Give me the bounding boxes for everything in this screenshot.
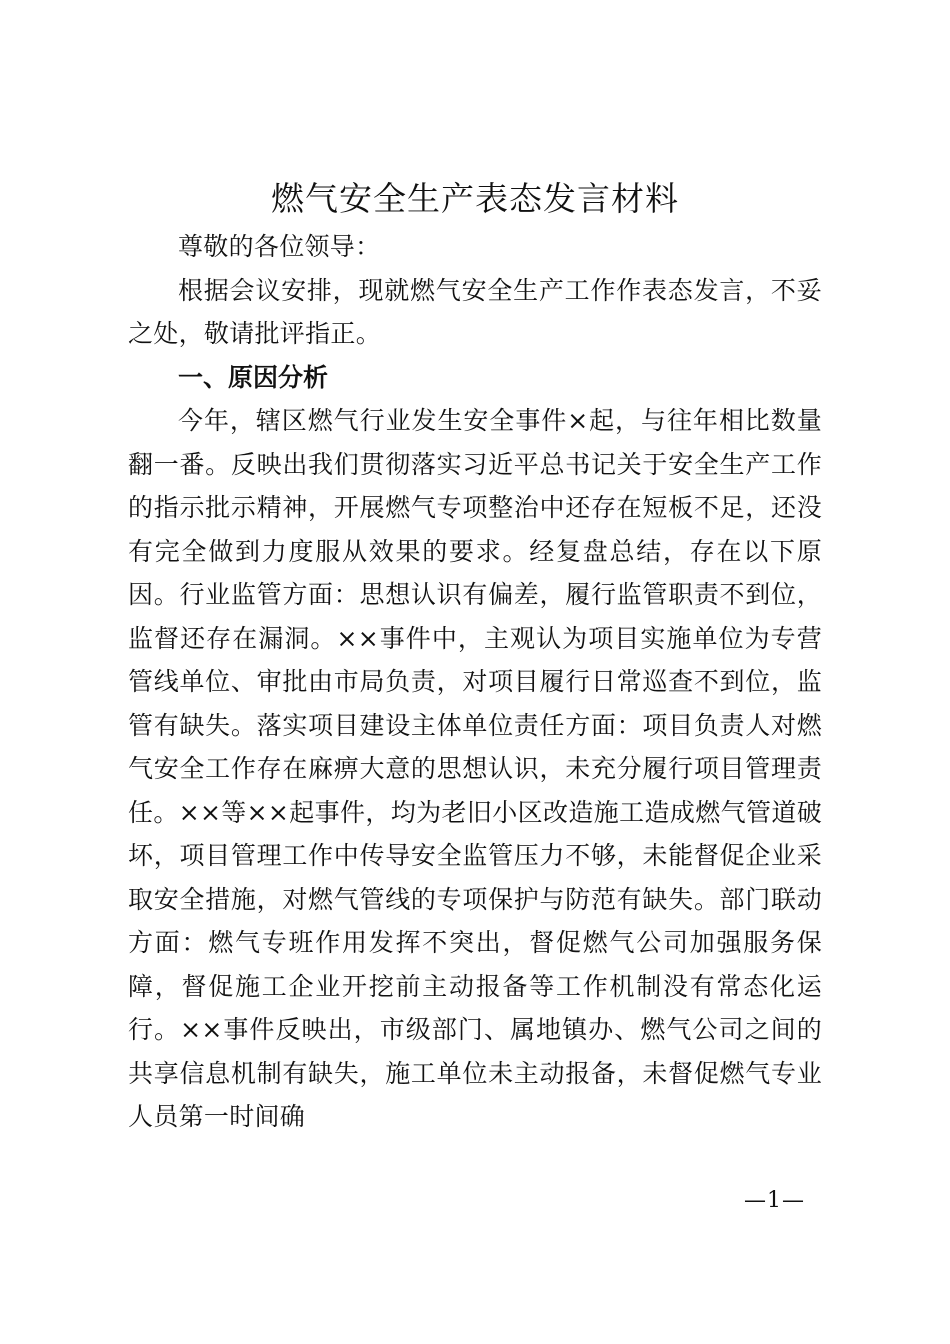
document-body [128,225,822,1139]
document-title: 燃气安全生产表态发言材料 [271,179,679,218]
salutation: 尊敬的各位领导： [178,232,381,261]
section-heading: 一、原因分析 [178,362,329,392]
page-number: —1— [744,1188,805,1213]
section-paragraph: 今年，辖区燃气行业发生安全事件×起，与往年相比数量翻一番。反映出我们贯彻落实习近平总书记关于安全生产工作的指示批示精神，开展燃气专项整治中还存在短板不足，还没有完全做到力度服从效果的要求。经复盘总结，存在以下原因。行业监管方面：思想认识有偏差，履行监管职责不到位，监督还存在漏洞。××事件中，主观认为项目实施单位为专营管线单位、审批由市局负责，对项目履行日常巡查不到位，监管有缺失。落实项目建设主体单位责任方面：项目负责人对燃气安全工作存在麻痹大意的思想认识，未充分履行项目管理责任。××等××起事件，均为老旧小区改造施工造成燃气管道破坏，项目管理工作中传导安全监管压力不够，未能督促企业采取安全措施，对燃气管线的专项保护与防范有缺失。部门联动方面：燃气专班作用发挥不突出，督促燃气公司加强服务保障，督促施工企业开挖前主动报备等工作机制没有常态化运行。××事件反映出，市级部门、属地镇办、燃气公司之间的共享信息机制有缺失，施工单位未主动报备，未督促燃气专业人员第一时间确 [128,406,822,1131]
intro-paragraph: 根据会议安排，现就燃气安全生产工作作表态发言，不妥之处，敬请批评指正。 [128,275,822,348]
